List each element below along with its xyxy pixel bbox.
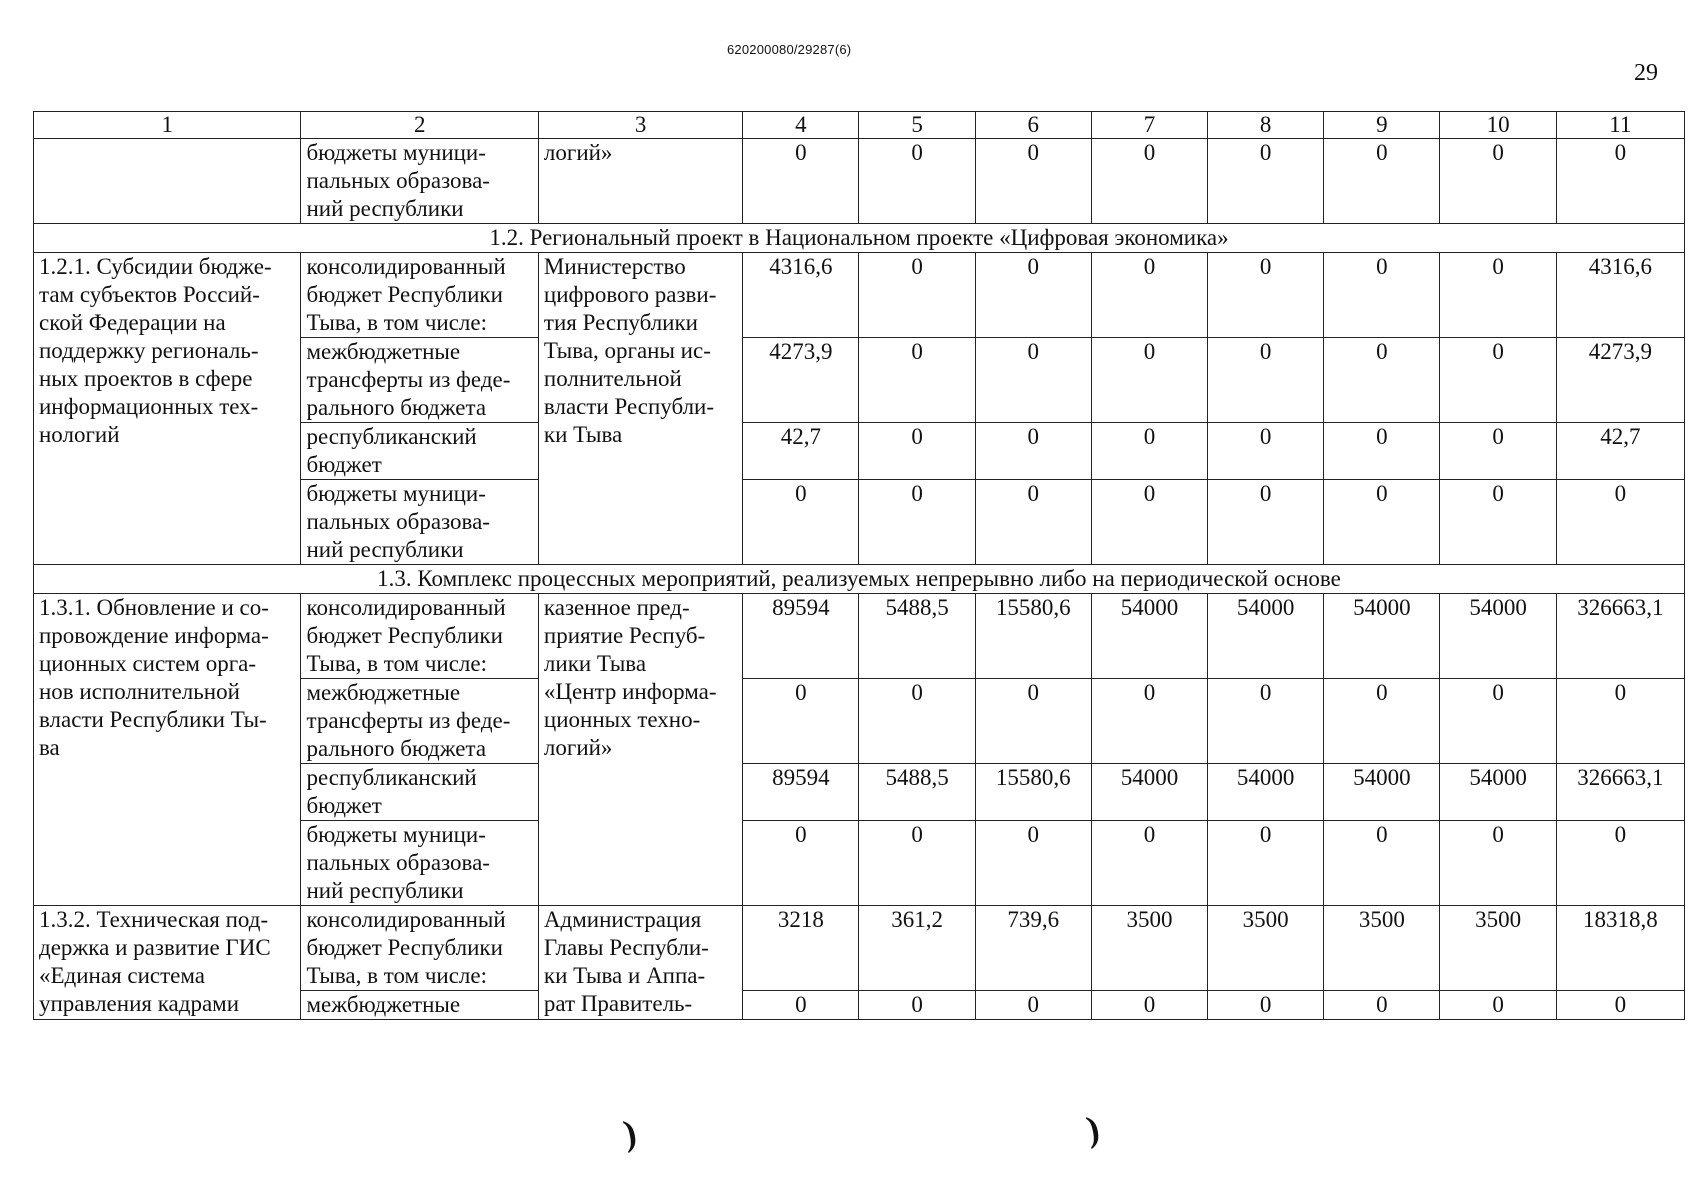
amount-cell: 54000 [1208, 764, 1324, 821]
executor-cell: Администрация Главы Республи- ки Тыва и Аппа- рат Правитель- [538, 906, 742, 1020]
amount-cell: 0 [975, 991, 1091, 1020]
amount-cell: 5488,5 [859, 764, 975, 821]
section-heading-row [34, 224, 1685, 253]
amount-cell: 0 [1091, 139, 1207, 224]
funding-source-cell: бюджеты муници- пальных образова- ний республики [301, 480, 538, 565]
margin-mark: ) [620, 1112, 640, 1154]
table-body [34, 112, 1685, 1020]
amount-cell: 0 [1208, 821, 1324, 906]
amount-cell: 0 [1440, 991, 1556, 1020]
section-heading-row [34, 565, 1685, 594]
amount-cell: 15580,6 [975, 764, 1091, 821]
amount-cell: 0 [1208, 423, 1324, 480]
amount-cell: 18318,8 [1556, 906, 1684, 991]
page-number: 29 [1634, 60, 1658, 86]
amount-cell: 4316,6 [743, 253, 859, 338]
amount-cell: 0 [975, 139, 1091, 224]
column-number-cell: 1 [34, 112, 301, 139]
amount-cell: 326663,1 [1556, 764, 1684, 821]
amount-cell: 0 [1440, 423, 1556, 480]
amount-cell: 0 [975, 253, 1091, 338]
funding-source-cell: консолидированный бюджет Республики Тыва, в том числе: [301, 906, 538, 991]
amount-cell: 15580,6 [975, 594, 1091, 679]
amount-cell: 0 [1208, 253, 1324, 338]
column-number-row [34, 112, 1685, 139]
amount-cell: 361,2 [859, 906, 975, 991]
amount-cell: 0 [859, 821, 975, 906]
funding-source-cell: республиканский бюджет [301, 764, 538, 821]
amount-cell: 4273,9 [1556, 338, 1684, 423]
executor-cell: Министерство цифрового разви- тия Республики Тыва, органы ис- полнительной власти Республи- ки Тыва [538, 253, 742, 565]
amount-cell: 0 [1091, 480, 1207, 565]
amount-cell: 0 [1324, 139, 1440, 224]
amount-cell: 0 [975, 338, 1091, 423]
amount-cell: 0 [1556, 991, 1684, 1020]
column-number-cell: 5 [859, 112, 975, 139]
funding-source-cell: бюджеты муници- пальных образова- ний республики [301, 821, 538, 906]
section-heading: 1.2. Региональный проект в Национальном проекте «Цифровая экономика» [34, 224, 1685, 253]
amount-cell: 0 [1091, 253, 1207, 338]
amount-cell: 0 [859, 139, 975, 224]
column-number-cell: 2 [301, 112, 538, 139]
document-id: 620200080/29287(6) [727, 42, 852, 57]
amount-cell: 0 [743, 821, 859, 906]
amount-cell: 0 [859, 480, 975, 565]
column-number-cell: 7 [1091, 112, 1207, 139]
amount-cell: 0 [1091, 991, 1207, 1020]
funding-source-cell: консолидированный бюджет Республики Тыва, в том числе: [301, 253, 538, 338]
margin-mark: ) [1083, 1108, 1103, 1150]
funding-source-cell: межбюджетные трансферты из феде- рального бюджета [301, 338, 538, 423]
executor-cell: логий» [538, 139, 742, 224]
amount-cell: 54000 [1440, 764, 1556, 821]
measure-name-cell: 1.3.2. Техническая под- держка и развитие ГИС «Единая система управления кадрами [34, 906, 301, 1020]
measure-name-cell: 1.2.1. Субсидии бюдже- там субъектов Россий- ской Федерации на поддержку региональ- ных проектов в сфере информационных тех- нологий [34, 253, 301, 565]
amount-cell: 0 [1556, 821, 1684, 906]
amount-cell: 0 [743, 480, 859, 565]
table-row [34, 906, 1685, 991]
section-heading: 1.3. Комплекс процессных мероприятий, реализуемых непрерывно либо на периодической основе [34, 565, 1685, 594]
amount-cell: 0 [1208, 338, 1324, 423]
amount-cell: 0 [1324, 253, 1440, 338]
amount-cell: 0 [859, 338, 975, 423]
amount-cell: 0 [1091, 821, 1207, 906]
column-number-cell: 3 [538, 112, 742, 139]
amount-cell: 0 [859, 991, 975, 1020]
amount-cell: 0 [1208, 480, 1324, 565]
amount-cell: 0 [1324, 991, 1440, 1020]
amount-cell: 89594 [743, 594, 859, 679]
amount-cell: 0 [975, 480, 1091, 565]
amount-cell: 0 [1208, 991, 1324, 1020]
amount-cell: 0 [1091, 679, 1207, 764]
funding-source-cell: бюджеты муници- пальных образова- ний республики [301, 139, 538, 224]
amount-cell: 0 [1208, 679, 1324, 764]
amount-cell: 54000 [1091, 594, 1207, 679]
amount-cell: 4273,9 [743, 338, 859, 423]
budget-table [33, 111, 1685, 1020]
amount-cell: 0 [1556, 679, 1684, 764]
funding-source-cell: межбюджетные [301, 991, 538, 1020]
column-number-cell: 10 [1440, 112, 1556, 139]
table-row [34, 253, 1685, 338]
amount-cell: 89594 [743, 764, 859, 821]
executor-cell: казенное пред- приятие Респуб- лики Тыва «Центр информа- ционных техно- логий» [538, 594, 742, 906]
amount-cell: 0 [1324, 821, 1440, 906]
amount-cell: 4316,6 [1556, 253, 1684, 338]
table-row [34, 139, 1685, 224]
amount-cell: 0 [1440, 139, 1556, 224]
amount-cell: 0 [1324, 480, 1440, 565]
amount-cell: 0 [1440, 338, 1556, 423]
amount-cell: 0 [975, 679, 1091, 764]
amount-cell: 0 [859, 679, 975, 764]
amount-cell: 0 [859, 423, 975, 480]
funding-source-cell: межбюджетные трансферты из феде- рального бюджета [301, 679, 538, 764]
amount-cell: 0 [743, 679, 859, 764]
amount-cell: 0 [1440, 480, 1556, 565]
amount-cell: 0 [1556, 480, 1684, 565]
amount-cell: 0 [743, 139, 859, 224]
amount-cell: 3500 [1440, 906, 1556, 991]
column-number-cell: 4 [743, 112, 859, 139]
measure-name-cell [34, 139, 301, 224]
amount-cell: 0 [859, 253, 975, 338]
amount-cell: 0 [975, 423, 1091, 480]
amount-cell: 326663,1 [1556, 594, 1684, 679]
amount-cell: 5488,5 [859, 594, 975, 679]
column-number-cell: 8 [1208, 112, 1324, 139]
amount-cell: 54000 [1208, 594, 1324, 679]
amount-cell: 3500 [1091, 906, 1207, 991]
amount-cell: 54000 [1091, 764, 1207, 821]
amount-cell: 54000 [1440, 594, 1556, 679]
amount-cell: 0 [1091, 423, 1207, 480]
column-number-cell: 11 [1556, 112, 1684, 139]
amount-cell: 0 [1324, 423, 1440, 480]
amount-cell: 0 [1208, 139, 1324, 224]
measure-name-cell: 1.3.1. Обновление и со- провождение информа- ционных систем орга- нов исполнительной власти Республики Ты- ва [34, 594, 301, 906]
amount-cell: 42,7 [1556, 423, 1684, 480]
amount-cell: 0 [743, 991, 859, 1020]
amount-cell: 3500 [1208, 906, 1324, 991]
amount-cell: 0 [975, 821, 1091, 906]
amount-cell: 0 [1324, 679, 1440, 764]
column-number-cell: 6 [975, 112, 1091, 139]
amount-cell: 0 [1440, 679, 1556, 764]
amount-cell: 3218 [743, 906, 859, 991]
amount-cell: 0 [1324, 338, 1440, 423]
funding-source-cell: республиканский бюджет [301, 423, 538, 480]
amount-cell: 0 [1091, 338, 1207, 423]
amount-cell: 54000 [1324, 764, 1440, 821]
column-number-cell: 9 [1324, 112, 1440, 139]
amount-cell: 739,6 [975, 906, 1091, 991]
funding-source-cell: консолидированный бюджет Республики Тыва, в том числе: [301, 594, 538, 679]
amount-cell: 42,7 [743, 423, 859, 480]
amount-cell: 0 [1556, 139, 1684, 224]
table-row [34, 594, 1685, 679]
amount-cell: 3500 [1324, 906, 1440, 991]
amount-cell: 0 [1440, 253, 1556, 338]
amount-cell: 54000 [1324, 594, 1440, 679]
amount-cell: 0 [1440, 821, 1556, 906]
